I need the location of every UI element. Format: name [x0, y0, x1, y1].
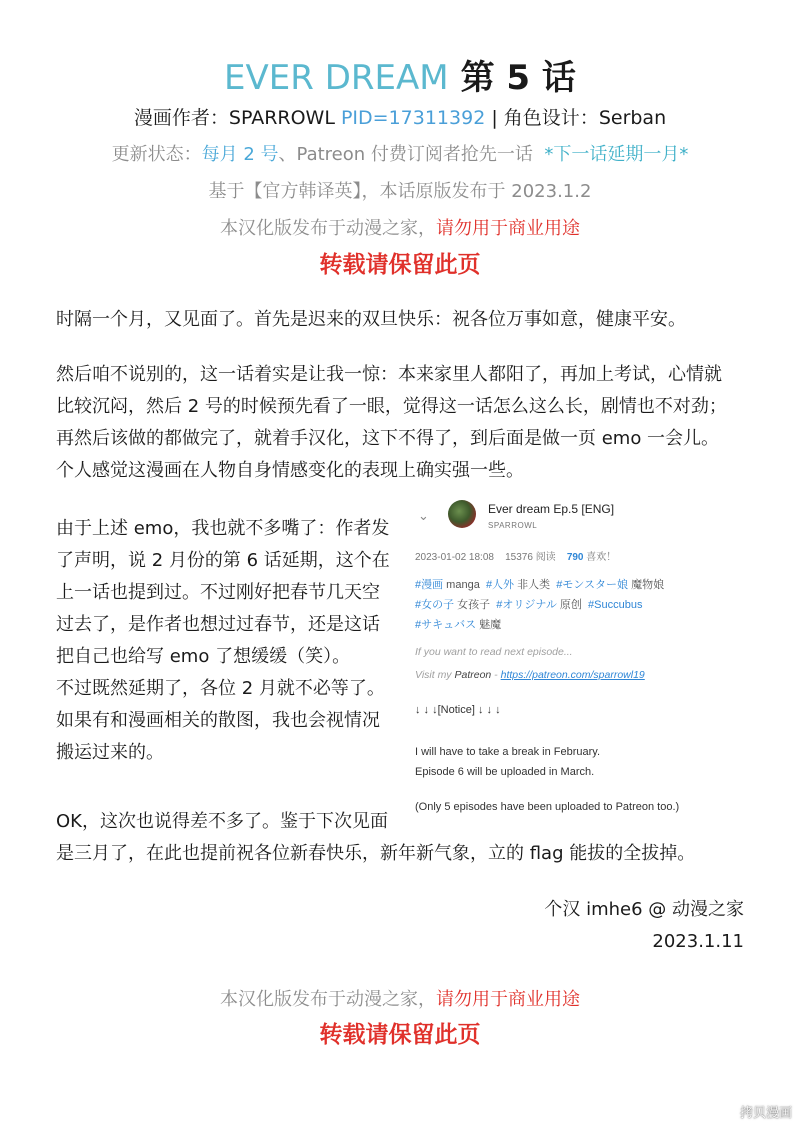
tag-row	[415, 615, 664, 635]
footer-notice-red: 请勿用于商业用途	[436, 989, 580, 1010]
paragraph-reaction	[56, 359, 727, 487]
post-views-label: 阅读	[535, 552, 556, 563]
design-label: 角色设计：	[503, 107, 599, 129]
publish-notice-red: 请勿用于商业用途	[436, 218, 580, 239]
visit-line	[415, 664, 645, 687]
post-meta	[415, 548, 616, 563]
tag-translation: 魔物娘	[628, 579, 665, 591]
text-line: 把自己也给写 emo 了想缓缓（笑）。	[56, 646, 351, 667]
author-pid: PID=17311392	[340, 107, 486, 129]
source-basis: 基于【官方韩译英】，本话原版发布于 2023.1.2	[208, 181, 592, 202]
post-notice-body	[415, 742, 600, 782]
title-en: EVER DREAM	[224, 58, 449, 98]
visit-prefix: Visit my	[415, 669, 455, 681]
text-line: 过去了，是作者也想过过春节，还是这话	[56, 614, 380, 635]
title-episode: 第 5 话	[460, 58, 576, 98]
post-tags	[415, 575, 664, 635]
footer-publish-notice	[0, 985, 800, 1011]
notice-line: Episode 6 will be uploaded in March.	[415, 766, 595, 778]
post-likes: 790	[566, 552, 584, 563]
text-line: 是三月了，在此也提前祝各位新春快乐，新年新气象，立的 flag 能拔的全拔掉。	[56, 843, 696, 864]
tag-link[interactable]: #漫画	[415, 579, 444, 591]
signature-date: 2023.1.11	[652, 931, 744, 952]
post-author: SPARROWL	[488, 521, 538, 530]
text-line: 再然后该做的都做完了，就着手汉化，这下不得了，到后面是做一页 emo 一会儿。	[56, 428, 720, 449]
tag-row	[415, 575, 664, 595]
tag-link[interactable]: #モンスター娘	[550, 579, 629, 591]
tag-link[interactable]: #オリジナル	[490, 599, 557, 611]
text-line: 上一话也提到过。不过刚好把春节几天空	[56, 582, 380, 603]
footer-notice-gray: 本汉化版发布于动漫之家，	[220, 989, 436, 1010]
tag-row	[415, 595, 664, 615]
tag-translation: manga	[443, 579, 480, 591]
paragraph-delay	[56, 513, 390, 769]
author-name: SPARROWL	[228, 107, 335, 129]
tag-link[interactable]: #人外	[479, 579, 515, 591]
post-promo	[415, 641, 645, 687]
page-title	[0, 50, 800, 99]
footer-repost-notice: 转载请保留此页	[319, 1022, 481, 1048]
post-views: 15376	[505, 552, 533, 563]
credit-separator: |	[491, 107, 498, 129]
status-label: 更新状态：	[111, 144, 202, 165]
tag-link[interactable]: #サキュバス	[415, 619, 477, 631]
text-line: 比较沉闷，然后 2 号的时候预先看了一眼，觉得这一话怎么这么长，剧情也不对劲；	[56, 396, 727, 417]
tag-translation: 魅魔	[476, 619, 502, 631]
publish-notice-gray: 本汉化版发布于动漫之家，	[220, 218, 436, 239]
translator-signature	[544, 894, 744, 958]
text-line: 了声明，说 2 月份的第 6 话延期，这个在	[56, 550, 390, 571]
post-date: 2023-01-02 18:08	[415, 552, 494, 563]
status-schedule: 每月 2 号	[201, 144, 279, 165]
post-notice-heading: ↓ ↓ ↓[Notice] ↓ ↓ ↓	[415, 704, 501, 716]
tag-translation: 非人类	[514, 579, 551, 591]
read-next-line: If you want to read next episode...	[415, 646, 573, 658]
status-delay: *下一话延期一月*	[544, 144, 689, 165]
post-likes-label: 喜欢！	[586, 552, 617, 563]
text-line: 搬运过来的。	[56, 742, 164, 763]
credits-line	[0, 103, 800, 130]
visit-patreon: Patreon	[454, 669, 492, 681]
text-line: 由于上述 emo，我也就不多嘴了：作者发	[56, 518, 390, 539]
text-line: 然后咱不说别的，这一话着实是让我一惊：本来家里人都阳了，再加上考试，心情就	[56, 364, 722, 385]
chevron-down-icon: ⌄	[418, 508, 429, 523]
tag-translation: 女孩子	[454, 599, 491, 611]
paragraph-greeting: 时隔一个月，又见面了。首先是迟来的双旦快乐：祝各位万事如意，健康平安。	[56, 309, 686, 330]
text-line: 如果有和漫画相关的散图，我也会视情况	[56, 710, 380, 731]
signature-line: 个汉 imhe6 @ 动漫之家	[544, 899, 744, 920]
post-title: Ever dream Ep.5 [ENG]	[488, 502, 615, 516]
status-patreon: 、Patreon 付费订阅者抢先一话	[278, 144, 533, 165]
text-line: OK，这次也说得差不多了。鉴于下次见面	[56, 811, 388, 832]
text-line: 不过既然延期了，各位 2 月就不必等了。	[56, 678, 385, 699]
embedded-post-screenshot	[404, 490, 744, 830]
repost-notice: 转载请保留此页	[319, 252, 481, 278]
design-name: Serban	[598, 107, 667, 129]
notice-line: I will have to take a break in February.	[415, 746, 601, 758]
visit-dash: -	[491, 669, 501, 681]
tag-translation: 原创	[556, 599, 582, 611]
post-notice-footnote: (Only 5 episodes have been uploaded to Patreon too.)	[415, 801, 680, 813]
avatar	[448, 500, 476, 528]
text-line: 个人感觉这漫画在人物自身情感变化的表现上确实强一些。	[56, 460, 524, 481]
patreon-link[interactable]: https://patreon.com/sparrowl19	[500, 669, 645, 681]
publish-notice	[0, 214, 800, 240]
author-label: 漫画作者：	[133, 107, 229, 129]
tag-link[interactable]: #Succubus	[581, 599, 643, 611]
update-status	[0, 140, 800, 166]
tag-link[interactable]: #女の子	[415, 599, 455, 611]
watermark: 拷贝漫画	[739, 1106, 792, 1121]
